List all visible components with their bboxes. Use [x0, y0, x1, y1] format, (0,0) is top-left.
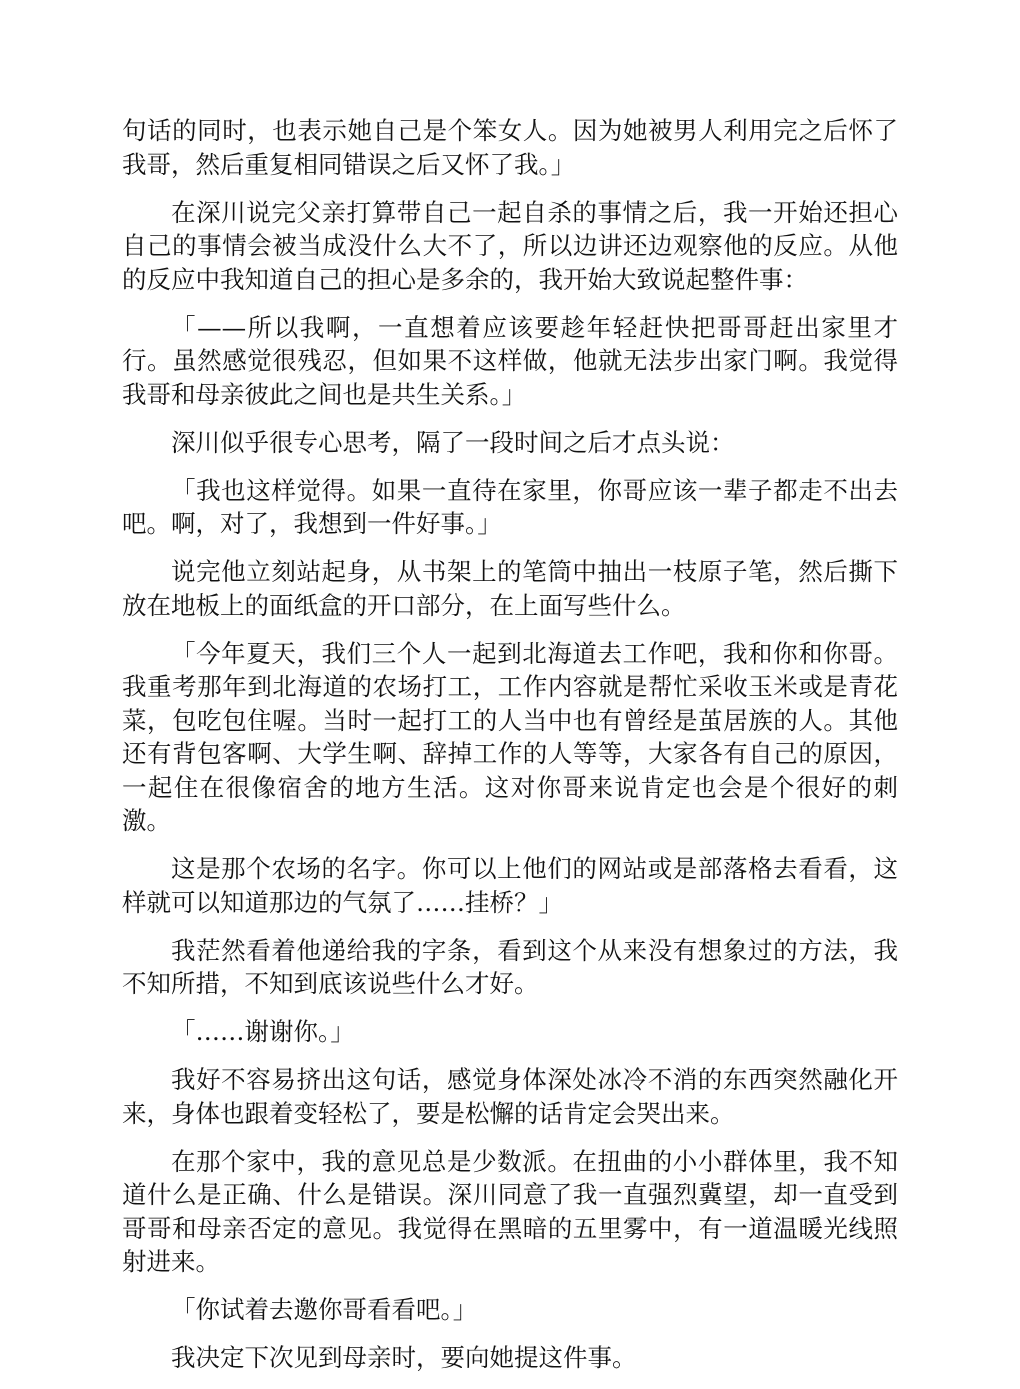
- paragraph-11: 我好不容易挤出这句话，感觉身体深处冰冷不消的东西突然融化开来，身体也跟着变轻松了，要是松懈的话肯定会哭出来。: [122, 1065, 898, 1128]
- paragraph-8: 这是那个农场的名字。你可以上他们的网站或是部落格去看看，这样就可以知道那边的气氛了……挂桥？」: [122, 854, 898, 917]
- text-body: [122, 114, 898, 1389]
- paragraph-14: 我决定下次见到母亲时，要向她提这件事。: [171, 1343, 637, 1372]
- paragraph-12: 在那个家中，我的意见总是少数派。在扭曲的小小群体里，我不知道什么是正确、什么是错误。深川同意了我一直强烈冀望，却一直受到哥哥和母亲否定的意见。我觉得在黑暗的五里雾中，有一道温暖光线照射进来。: [122, 1146, 898, 1276]
- paragraph-9: 我茫然看着他递给我的字条，看到这个从来没有想象过的方法，我不知所措，不知到底该说些什么才好。: [122, 935, 898, 998]
- paragraph-3: 「——所以我啊，一直想着应该要趁年轻赶快把哥哥赶出家里才行。虽然感觉很残忍，但如果不这样做，他就无法步出家门啊。我觉得我哥和母亲彼此之间也是共生关系。」: [122, 312, 898, 409]
- paragraph-4: 深川似乎很专心思考，隔了一段时间之后才点头说：: [171, 427, 735, 457]
- paragraph-6: 说完他立刻站起身，从书架上的笔筒中抽出一枝原子笔，然后撕下放在地板上的面纸盒的开口部分，在上面写些什么。: [122, 557, 898, 620]
- paragraph-7: 「今年夏天，我们三个人一起到北海道去工作吧，我和你和你哥。我重考那年到北海道的农场打工，工作内容就是帮忙采收玉米或是青花菜，包吃包住喔。当时一起打工的人当中也有曾经是茧居族的人。其他还有背包客啊、大学生啊、辞掉工作的人等等，大家各有自己的原因，一起住在很像宿舍的地方生活。这对你哥来说肯定也会是个很好的刺激。: [122, 638, 898, 835]
- paragraph-1: 句话的同时，也表示她自己是个笨女人。因为她被男人利用完之后怀了我哥，然后重复相同错误之后又怀了我。」: [122, 116, 898, 179]
- paragraph-5: 「我也这样觉得。如果一直待在家里，你哥应该一辈子都走不出去吧。啊，对了，我想到一件好事。」: [122, 475, 898, 538]
- paragraph-13: 「你试着去邀你哥看看吧。」: [171, 1295, 478, 1324]
- paragraph-2: 在深川说完父亲打算带自己一起自杀的事情之后，我一开始还担心自己的事情会被当成没什么大不了，所以边讲还边观察他的反应。从他的反应中我知道自己的担心是多余的，我开始大致说起整件事：: [122, 197, 898, 294]
- paragraph-10: 「……谢谢你。」: [171, 1017, 355, 1046]
